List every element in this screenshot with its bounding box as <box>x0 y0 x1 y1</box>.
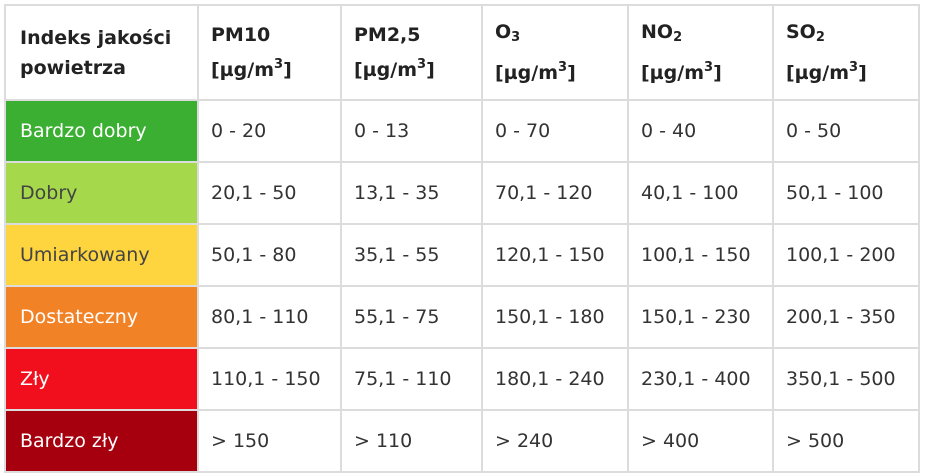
level-cell: Bardzo zły <box>5 410 198 472</box>
value-cell: 350,1 - 500 <box>773 348 919 410</box>
value-cell: 150,1 - 230 <box>628 286 773 348</box>
so2-column-header: $SO_2$ $[\mu g/m^3]$ <box>773 5 919 100</box>
value-cell: 70,1 - 120 <box>482 162 628 224</box>
value-cell: 110,1 - 150 <box>198 348 341 410</box>
value-cell: 50,1 - 80 <box>198 224 341 286</box>
level-cell: Zły <box>5 348 198 410</box>
value-cell: 13,1 - 35 <box>341 162 482 224</box>
level-cell: Umiarkowany <box>5 224 198 286</box>
value-cell: > 110 <box>341 410 482 472</box>
value-cell: 50,1 - 100 <box>773 162 919 224</box>
table-row <box>5 286 919 348</box>
table-row <box>5 162 919 224</box>
value-cell: 20,1 - 50 <box>198 162 341 224</box>
value-cell: 0 - 20 <box>198 100 341 162</box>
pm10-column-header: PM10 $[\mu g/m^3]$ <box>198 5 341 100</box>
value-cell: 200,1 - 350 <box>773 286 919 348</box>
value-cell: 230,1 - 400 <box>628 348 773 410</box>
table-header-row <box>5 5 919 100</box>
value-cell: > 400 <box>628 410 773 472</box>
air-quality-index-table <box>4 4 920 473</box>
value-cell: 40,1 - 100 <box>628 162 773 224</box>
value-cell: > 150 <box>198 410 341 472</box>
value-cell: 120,1 - 150 <box>482 224 628 286</box>
pm25-column-header: PM2,5 $[\mu g/m^3]$ <box>341 5 482 100</box>
value-cell: 35,1 - 55 <box>341 224 482 286</box>
value-cell: 0 - 50 <box>773 100 919 162</box>
level-cell: Dostateczny <box>5 286 198 348</box>
no2-column-header: $NO_2$ $[\mu g/m^3]$ <box>628 5 773 100</box>
value-cell: 0 - 13 <box>341 100 482 162</box>
value-cell: 100,1 - 200 <box>773 224 919 286</box>
table-row <box>5 348 919 410</box>
level-cell: Bardzo dobry <box>5 100 198 162</box>
table-row <box>5 224 919 286</box>
value-cell: 180,1 - 240 <box>482 348 628 410</box>
index-column-header: Indeks jakości powietrza <box>5 5 198 100</box>
value-cell: > 240 <box>482 410 628 472</box>
table-row <box>5 410 919 472</box>
value-cell: 75,1 - 110 <box>341 348 482 410</box>
value-cell: 55,1 - 75 <box>341 286 482 348</box>
value-cell: > 500 <box>773 410 919 472</box>
value-cell: 150,1 - 180 <box>482 286 628 348</box>
table-row <box>5 100 919 162</box>
value-cell: 0 - 70 <box>482 100 628 162</box>
value-cell: 100,1 - 150 <box>628 224 773 286</box>
o3-column-header: $O_3$ $[\mu g/m^3]$ <box>482 5 628 100</box>
value-cell: 80,1 - 110 <box>198 286 341 348</box>
level-cell: Dobry <box>5 162 198 224</box>
value-cell: 0 - 40 <box>628 100 773 162</box>
